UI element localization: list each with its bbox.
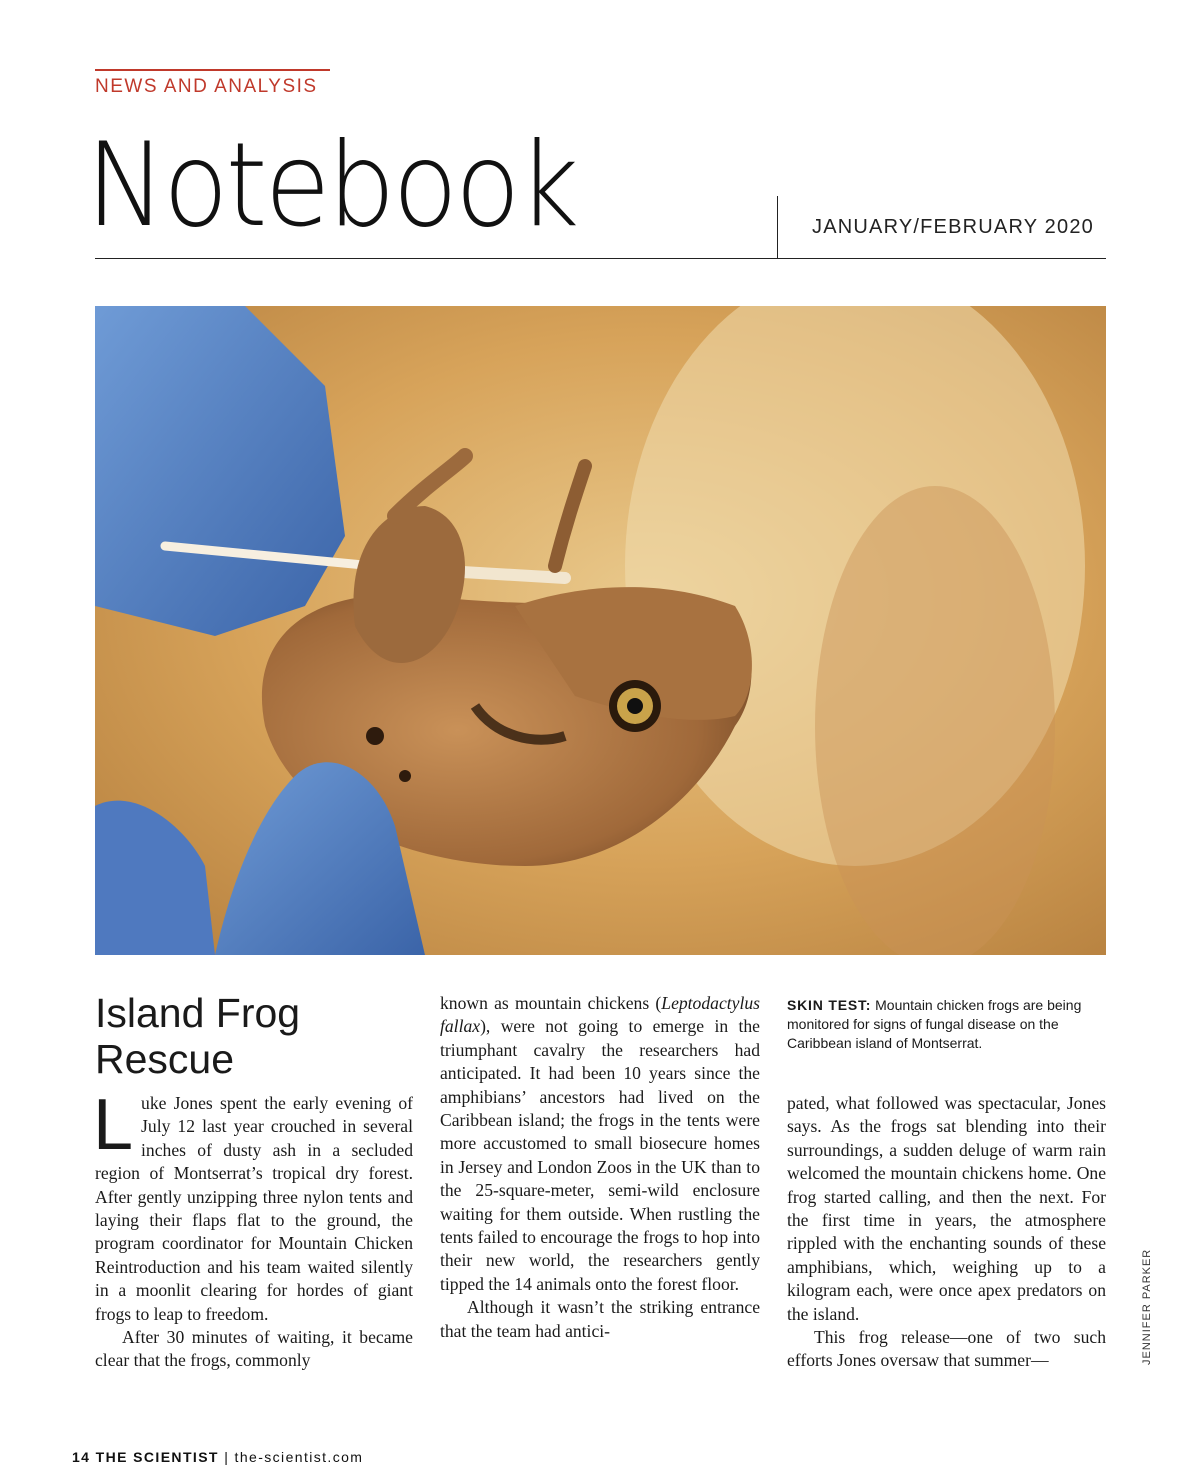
caption-label: SKIN TEST: [787,997,872,1013]
drop-cap: L [93,1085,134,1165]
section-rule [95,69,330,71]
issue-date: JANUARY/FEBRUARY 2020 [812,216,1094,238]
footer-separator: | [224,1449,230,1465]
col2-paragraph-1a: known as mountain chickens ( [440,993,662,1013]
article-column-1 [93,1085,413,1373]
col1-paragraph-2: After 30 minutes of waiting, it became clear that the frogs, commonly [95,1327,413,1371]
article-headline: Island Frog Rescue [95,990,301,1082]
section-label: NEWS AND ANALYSIS [95,76,318,97]
col2-paragraph-1b: ), were not going to emerge in the triumphant cavalry the researchers had anticipated. It had been 10 years since the amphibians’ ancestors had lived on the Caribbean island; the frogs in the tents were more accustomed to small biosecure homes in Jersey and London Zoos in the UK than to the 25-square-meter, semi-wild enclosure waiting for them outside. When rustling the tents failed to encourage the frogs to hop into their new world, the researchers gently tipped the 14 animals onto the forest floor. [440,1016,760,1294]
article-column-2 [440,992,760,1343]
col3-paragraph-1: pated, what followed was spectacular, Jones says. As the frogs sat blending into their surroundings, a sudden deluge of warm rain welcomed the mountain chickens home. One frog started calling, and then the next. For the first time in years, the atmosphere rippled with the enchanting sounds of these amphibians, which, weighing up to a kilogram each, were once apex predators on the island. [787,1093,1106,1324]
col3-paragraph-2: This frog release—one of two such efforts Jones oversaw that summer— [787,1327,1106,1371]
page-footer [72,1449,363,1465]
title-divider [777,196,778,258]
col1-paragraph-1: uke Jones spent the early evening of July 12 last year crouched in several inches of dusty ash in a secluded region of Montserrat’s tropical dry forest. After gently unzipping three nylon tents and laying their flaps flat to the ground, the program coordinator for Mountain Chicken Reintroduction and his team waited silently in a moonlit clearing for hordes of giant frogs to leap to freedom. [95,1093,413,1324]
frog-photo [95,306,1106,955]
frog-photo-icon [95,306,1106,955]
page-number: 14 [72,1449,91,1465]
publication-name: THE SCIENTIST [95,1449,219,1465]
article-column-3 [787,1092,1106,1373]
website-link[interactable]: the-scientist.com [234,1449,364,1465]
col2-paragraph-2: Although it wasn’t the striking entrance that the team had antici- [440,1297,760,1341]
photo-caption [787,996,1105,1053]
photo-credit: JENNIFER PARKER [1141,1248,1153,1365]
title-rule [95,258,1106,259]
caption-text: Mountain chicken frogs are being monitored for signs of fungal disease on the Caribbean island of Montserrat. [787,997,1082,1051]
species-name: Leptodactylus fallax [440,993,760,1037]
page-title: Notebook [86,118,577,253]
